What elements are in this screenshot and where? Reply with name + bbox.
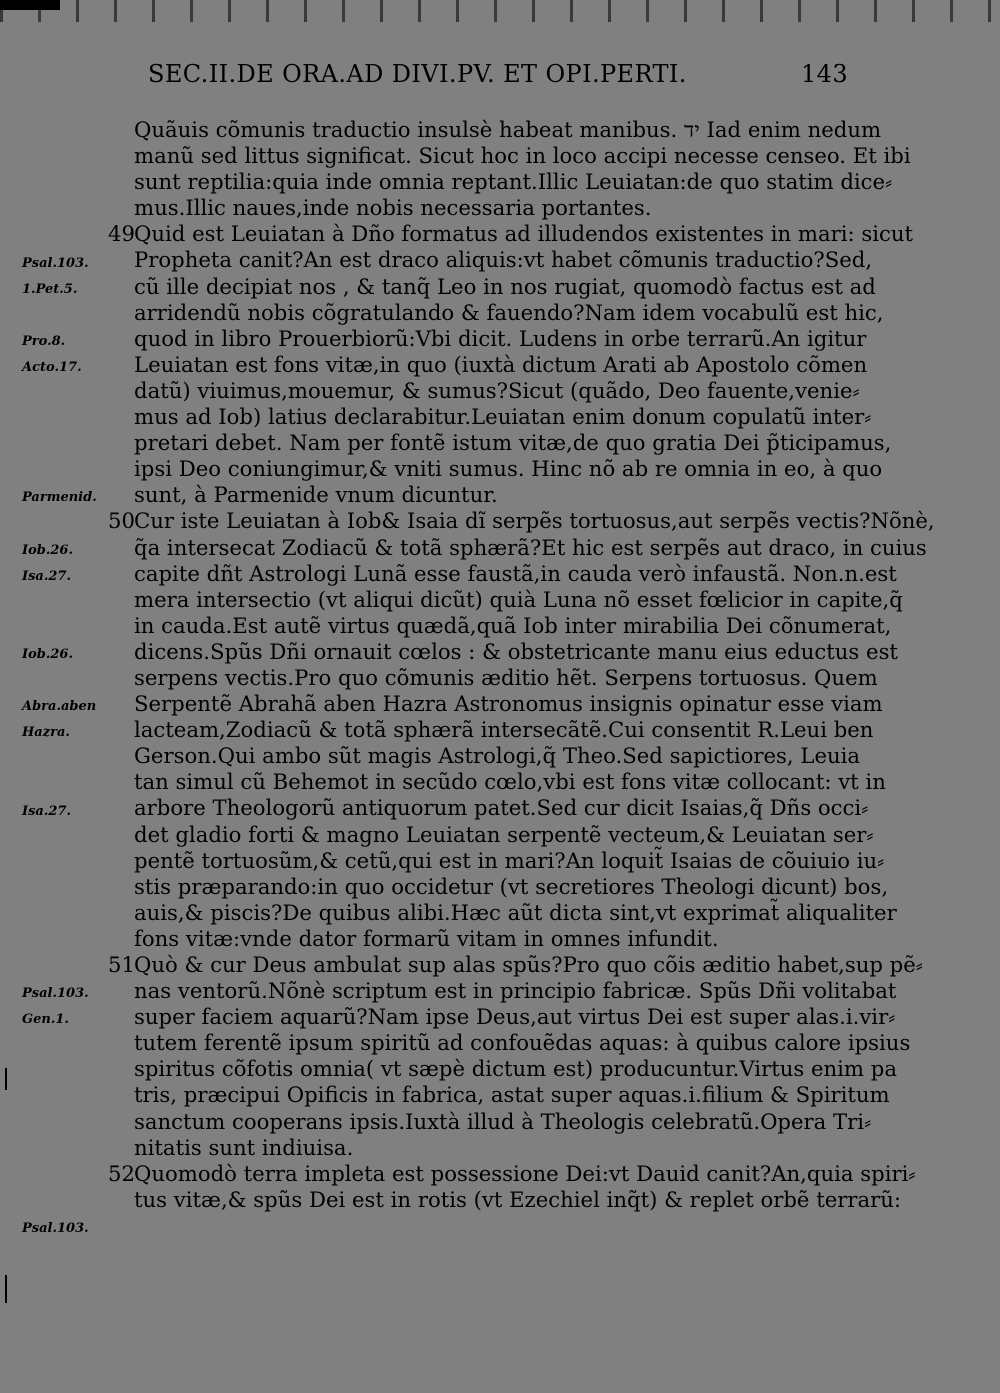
text-line: [134, 377, 860, 404]
section-number: 51: [108, 952, 135, 977]
line-text: pentẽ tortuosũm,& cetũ,qui est in mari?An loquit̃ Isaias de cõuiuio iu⸗: [134, 847, 885, 873]
line-text: nas ventorũ.Nõnè scriptum est in principio fabricæ. Spũs Dñi volitabat: [134, 978, 897, 1004]
line-text: Quò & cur Deus ambulat sup alas spũs?Pro quo cõis æditio habet,sup pẽ⸗: [134, 952, 923, 977]
top-edge-blot: [0, 0, 60, 10]
text-line: [134, 978, 897, 1004]
text-line: [134, 743, 861, 769]
text-line: [134, 586, 903, 613]
margin-note: Isa.27.: [22, 803, 71, 819]
line-text: Propheta canit?An est draco aliquis:vt habet cõmunis traductio?Sed,: [134, 247, 873, 273]
text-line: [108, 952, 923, 978]
text-line: [134, 482, 854, 508]
line-text: stis præparando:in quo occidetur (vt secretiores Theologi dicunt) bos,: [134, 873, 889, 899]
margin-note: Parmenid.: [22, 490, 97, 506]
body-text: [108, 117, 935, 1213]
text-line: [134, 691, 883, 717]
line-text: tutem ferentẽ ipsum spiritũ ad confouẽdas aquas: à quibus calore ipsius: [134, 1030, 911, 1056]
line-text: capite dñt Astrologi Lunã esse faustã,in cauda verò infaustã. Non.n.est: [134, 560, 897, 586]
line-text: datũ) viuimus,mouemur, & sumus?Sicut (quãdo, Deo fauente,venie⸗: [134, 377, 860, 403]
section-number: 52: [108, 1160, 135, 1186]
text-line: [134, 430, 892, 456]
text-line: [134, 1135, 854, 1161]
text-line: [134, 325, 867, 352]
text-line: [134, 873, 889, 900]
line-text: arridendũ nobis cõgratulando & fauendo?Nam idem vocabulũ est hic,: [134, 299, 884, 325]
text-line: [134, 195, 854, 221]
line-text: Quãuis cõmunis traductio insulsè habeat manibus. יד Iad enim nedum: [134, 117, 882, 142]
margin-note: Psal.103.: [22, 986, 89, 1002]
text-line: [134, 926, 854, 952]
text-line: [134, 273, 876, 300]
line-text: nitatis sunt indiuisa.: [134, 1134, 354, 1160]
text-line: [134, 404, 872, 430]
line-text: Gerson.Qui ambo sũt magis Astrologi,q̃ Theo.Sed sapictiores, Leuia: [134, 743, 861, 769]
margin-note: Gen.1.: [22, 1012, 69, 1028]
text-line: [134, 299, 884, 326]
text-line: [134, 1030, 911, 1056]
margin-note: Pro.8.: [22, 333, 66, 349]
edge-mark: [5, 1275, 7, 1303]
line-text: mera intersectio (vt aliqui dicũt) quià Luna nõ esset fœlicior in capite,q̃: [134, 586, 903, 612]
line-text: Cur iste Leuiatan à Iob& Isaia dĩ serpẽs tortuosus,aut serpẽs vectis?Nõnè,: [134, 508, 935, 534]
text-line: [134, 351, 868, 378]
running-head-title: SEC.II.DE ORA.AD DIVI.PV. ET OPI.PERTI.: [148, 60, 687, 88]
line-text: lacteam,Zodiacũ & totã sphærã intersecãtẽ.Cui consentit R.Leui ben: [134, 717, 874, 743]
line-text: mus.Illic naues,inde nobis necessaria portantes.: [134, 195, 652, 221]
line-text: quod in libro Prouerbiorũ:Vbi dicit. Ludens in orbe terrarũ.An igitur: [134, 325, 867, 351]
edge-mark: [5, 1068, 7, 1090]
text-line: [134, 1082, 890, 1108]
text-line: [108, 1160, 916, 1187]
line-text: fons vitæ:vnde dator formarũ vitam in omnes infundit.: [134, 925, 719, 951]
line-text: spiritus cõfotis omnia( vt sæpè dictum est) producuntur.Virtus enim pa: [134, 1056, 897, 1082]
text-line: [108, 508, 935, 534]
line-text: tan simul cũ Behemot in secũdo cœlo,vbi est fons vitæ collocant: vt in: [134, 769, 886, 795]
page-number: 143: [800, 60, 848, 88]
line-text: det gladio forti & magno Leuiatan serpentẽ vecteum,& Leuiatan ser⸗: [134, 821, 874, 847]
margin-note: Iob.26.: [22, 647, 73, 662]
text-line: [134, 247, 873, 273]
line-text: Quid est Leuiatan à Dño formatus ad illudendos existentes in mari: sicut: [134, 221, 914, 247]
text-line: [134, 821, 874, 848]
text-line: [134, 795, 869, 821]
line-text: in cauda.Est autẽ virtus quædã,quã Iob inter mirabilia Dei cõnumerat,: [134, 612, 892, 638]
line-text: cũ ille decipiat nos , & tanq̃ Leo in nos rugiat, quomodò factus est ad: [134, 273, 876, 299]
text-line: [134, 1108, 872, 1135]
margin-note: Isa.27.: [22, 568, 71, 584]
text-line: [134, 612, 892, 639]
line-text: arbore Theologorũ antiquorum patet.Sed cur dicit Isaias,q̃ Dñs occi⸗: [134, 795, 869, 821]
line-text: Leuiatan est fons vitæ,in quo (iuxtà dictum Arati ab Apostolo cõmen: [134, 351, 868, 377]
line-text: tris, præcipui Opificis in fabrica, astat super aquas.i.filium & Spiritum: [134, 1082, 890, 1108]
text-line: [134, 534, 927, 561]
line-text: Serpentẽ Abrahã aben Hazra Astronomus insignis opinatur esse viam: [134, 691, 883, 717]
line-text: sanctum cooperans ipsis.Iuxtà illud à Theologis celebratũ.Opera Tri⸗: [134, 1108, 872, 1134]
line-text: sunt, à Parmenide vnum dicuntur.: [134, 482, 498, 508]
margin-note: 1.Pet.5.: [22, 281, 78, 297]
text-line: [134, 899, 897, 926]
line-text: mus ad Iob) latius declarabitur.Leuiatan enim donum copulatũ inter⸗: [134, 404, 872, 430]
line-text: sunt reptilia:quia inde omnia reptant.Illic Leuiatan:de quo statim dice⸗: [134, 169, 893, 195]
margin-note: Psal.103.: [22, 1221, 89, 1237]
text-line: [134, 664, 878, 691]
text-line: [134, 169, 893, 195]
line-text: ipsi Deo coniungimur,& vniti sumus. Hinc nõ ab re omnia in eo, à quo: [134, 456, 883, 482]
line-text: q̃a intersecat Zodiacũ & totã sphærã?Et hic est serpẽs aut draco, in cuius: [134, 534, 927, 560]
margin-note: Acto.17.: [22, 359, 82, 375]
text-line: [134, 143, 911, 169]
text-line: [134, 638, 898, 665]
text-line: [134, 456, 883, 482]
line-text: tus vitæ,& spũs Dei est in rotis (vt Ezechiel inq̃t) & replet orbẽ terrarũ:: [134, 1186, 902, 1212]
top-edge-noise: [0, 0, 1000, 22]
line-text: dicens.Spũs Dñi ornauit cœlos : & obstetricante manu eius eductus est: [134, 638, 898, 664]
margin-note: Abra.aben: [22, 699, 97, 715]
text-line: [134, 847, 885, 874]
line-text: super faciem aquarũ?Nam ipse Deus,aut virtus Dei est super alas.i.vir⸗: [134, 1004, 896, 1030]
line-text: pretari debet. Nam per fontẽ istum vitæ,de quo gratia Dei p̃ticipamus,: [134, 430, 892, 456]
section-number: 50: [108, 508, 135, 534]
text-line: [134, 1004, 896, 1030]
line-text: Quomodò terra impleta est possessione Dei:vt Dauid canit?An,quia spiri⸗: [134, 1160, 916, 1186]
text-line: [134, 717, 874, 743]
text-line: [134, 1186, 902, 1213]
line-text: auis,& piscis?De quibus alibi.Hæc aũt dicta sint,vt exprimat̃ aliqualiter: [134, 899, 897, 925]
section-number: 49: [108, 221, 135, 247]
line-text: serpens vectis.Pro quo cõmunis æditio hẽt. Serpens tortuosus. Quem: [134, 664, 878, 690]
text-line: [108, 221, 914, 247]
margin-note: Psal.103.: [22, 255, 89, 271]
margin-note: Iob.26.: [22, 542, 73, 558]
text-line: [134, 769, 886, 795]
line-text: manũ sed littus significat. Sicut hoc in loco accipi necesse censeo. Et ibi: [134, 143, 911, 169]
text-line: [134, 1056, 897, 1082]
text-line: [134, 117, 882, 143]
margin-note: Hazra.: [22, 725, 70, 741]
text-line: [134, 560, 897, 587]
